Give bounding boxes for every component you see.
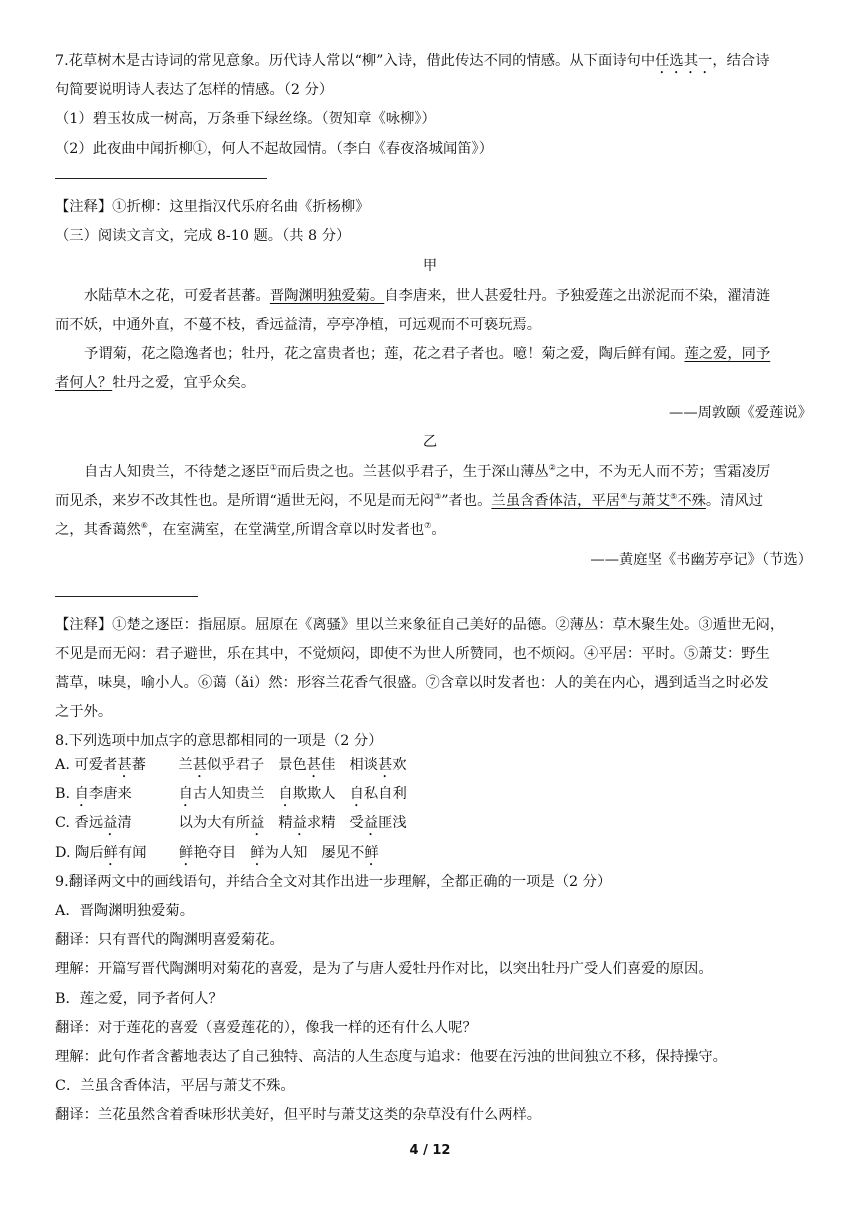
option-phrase: 可爱者甚蕃 (74, 757, 146, 773)
q9-option-a-understanding: 理解：开篇写晋代陶渊明对菊花的喜爱，是为了与唐人爱牡丹作对比，以突出牡丹广受人们喜爱的原因。 (55, 961, 713, 977)
q7-option-2: （2）此夜曲中闻折柳①，何人不起故园情。（李白《春夜洛城闻笛》） (55, 141, 493, 157)
option-phrase: 自欺欺人 (278, 786, 336, 802)
q8-option-c (55, 813, 815, 839)
q9-stem: 9.翻译两文中的画线语句，并结合全文对其作出进一步理解，全都正确的一项是（2 分） (55, 874, 612, 890)
option-label: C. (55, 815, 75, 831)
emphasized-character: 甚 (117, 757, 132, 773)
emphasized-character: 甚 (377, 757, 393, 773)
emphasized-character: 自 (349, 786, 364, 802)
q7-stem-line1: 7.花草树木是古诗词的常见意象。历代诗人常以“柳”入诗，借此传达不同的情感。从下面诗句中任选其一，结合诗 (55, 53, 770, 69)
option-phrase: 鲜为人知 (250, 845, 308, 861)
notes-line2: 不见是而无闷：君子避世，乐在其中，不觉烦闷，即使不为世人所赞同，也不烦闷。④平居：平时。⑤萧艾：野生 (55, 646, 770, 662)
option-phrase: 景色甚佳 (278, 757, 336, 773)
underlined-sentence: 莲之爱，同予 (684, 346, 771, 362)
q9-option-a: A．晋陶渊明独爱菊。 (55, 903, 194, 919)
option-phrase: 受益匪浅 (349, 815, 407, 831)
q8-option-d (55, 843, 815, 869)
passage-jia-source: ——周敦颐《爱莲说》 (669, 405, 812, 421)
emphasized-character: 鲜 (179, 845, 194, 861)
option-phrase: 鲜艳夺目 (179, 845, 237, 861)
q9-option-b: B．莲之爱，同予者何人？ (55, 991, 223, 1007)
option-phrase: 屡见不鲜 (321, 845, 379, 861)
passage-jia-line3: 予谓菊，花之隐逸者也；牡丹，花之富贵者也；莲，花之君子者也。噫！菊之爱，陶后鲜有闻。莲之爱，同予 (84, 346, 771, 362)
q8-stem: 8.下列选项中加点字的意思都相同的一项是（2 分） (55, 733, 383, 749)
emphasized-character: 益 (292, 815, 307, 831)
option-phrase: 以为大有所益 (178, 815, 265, 831)
passage-jia-line1: 水陆草木之花，可爱者甚蕃。晋陶渊明独爱菊。自李唐来，世人甚爱牡丹。予独爱莲之出淤泥而不染，濯清涟 (84, 288, 771, 304)
q9-option-c-translation: 翻译：兰花虽然含着香味形状美好，但平时与萧艾这类的杂草没有什么两样。 (55, 1107, 542, 1123)
emphasized-character: 甚 (192, 757, 208, 773)
passage-yi-heading: 乙 (422, 434, 438, 450)
passage-yi-line1: 自古人知贵兰，不待楚之逐臣①而后贵之也。兰甚似乎君子，生于深山薄丛②之中，不为无人而不芳；雪霜凌厉 (84, 463, 771, 480)
option-phrase: 自李唐来 (74, 786, 132, 802)
emphasized-text: 任选其一 (655, 53, 713, 69)
option-phrase: 自古人知贵兰 (178, 786, 265, 802)
emphasized-character: 自 (278, 786, 293, 802)
footnote-divider (55, 178, 267, 179)
notes-line1: 【注释】①楚之逐臣：指屈原。屈原在《离骚》里以兰来象征自己美好的品德。②薄丛：草木聚生处。③遁世无闷， (55, 617, 785, 633)
emphasized-character: 自 (74, 786, 89, 802)
passage-jia-heading: 甲 (422, 258, 438, 274)
emphasized-character: 鲜 (250, 845, 265, 861)
page-number: 4 / 12 (409, 1143, 451, 1158)
option-phrase: 兰甚似乎君子 (178, 757, 265, 773)
passage-yi-line3: 之，其香蔼然⑥，在室满室，在堂满堂,所谓含章以时发者也⑦。 (55, 521, 446, 538)
passage-jia-line2: 而不妖，中通外直，不蔓不枝，香远益清，亭亭净植，可远观而不可亵玩焉。 (55, 317, 542, 333)
option-label: B. (55, 786, 75, 802)
notes-line3: 蒿草，味臭，喻小人。⑥蔼（ǎi）然：形容兰花香气很盛。⑦含章以时发者也：人的美在内心，遇到适当之时必发 (55, 675, 769, 691)
passage-jia-line4: 者何人？牡丹之爱，宜乎众矣。 (55, 375, 256, 391)
q8-option-a (55, 755, 815, 781)
option-phrase: 相谈甚欢 (349, 757, 407, 773)
emphasized-character: 益 (103, 815, 118, 831)
notes-line4: 之于外。 (55, 704, 113, 720)
option-phrase: 陶后鲜有闻 (75, 845, 147, 861)
emphasized-character: 自 (178, 786, 193, 802)
passage-yi-source: ——黄庭坚《书幽芳亭记》（节选） (590, 552, 812, 568)
emphasized-character: 甚 (306, 757, 322, 773)
q7-option-1: （1）碧玉妆成一树高，万条垂下绿丝绦。（贺知章《咏柳》） (55, 111, 436, 127)
q9-option-b-translation: 翻译：对于莲花的喜爱（喜爱莲花的），像我一样的还有什么人呢？ (55, 1020, 477, 1036)
option-phrase: 香远益清 (74, 815, 132, 831)
underlined-sentence: 兰虽含香体洁，平居④与萧艾⑤不殊 (491, 492, 706, 509)
passage-yi-line2: 而见杀，来岁不改其性也。是所谓“遁世无闷，不见是而无闷③”者也。兰虽含香体洁，平居④与萧艾⑤不殊。清风过 (55, 492, 764, 509)
q9-option-b-understanding: 理解：此句作者含蓄地表达了自己独特、高洁的人生态度与追求：他要在污浊的世间独立不移，保持操守。 (55, 1049, 727, 1065)
q9-option-c: C．兰虽含香体洁，平居与萧艾不殊。 (55, 1078, 295, 1094)
section-3-heading: （三）阅读文言文，完成 8-10 题。（共 8 分） (55, 228, 351, 244)
option-label: A. (55, 757, 75, 773)
footnote-divider (55, 596, 198, 597)
option-label: D. (55, 845, 76, 861)
emphasized-character: 鲜 (103, 845, 118, 861)
option-phrase: 自私自利 (349, 786, 407, 802)
q8-option-b (55, 784, 815, 810)
q7-stem-line2: 句简要说明诗人表达了怎样的情感。（2 分） (55, 82, 334, 98)
emphasized-character: 益 (363, 815, 379, 831)
emphasized-character: 鲜 (364, 845, 379, 861)
underlined-sentence: 晋陶渊明独爱菊。 (269, 288, 385, 304)
q9-option-a-translation: 翻译：只有晋代的陶渊明喜爱菊花。 (55, 932, 284, 948)
option-phrase: 精益求精 (278, 815, 336, 831)
underlined-sentence: 者何人？ (55, 375, 113, 391)
emphasized-character: 益 (250, 815, 265, 831)
q7-note: 【注释】①折柳：这里指汉代乐府名曲《折杨柳》 (55, 199, 370, 215)
